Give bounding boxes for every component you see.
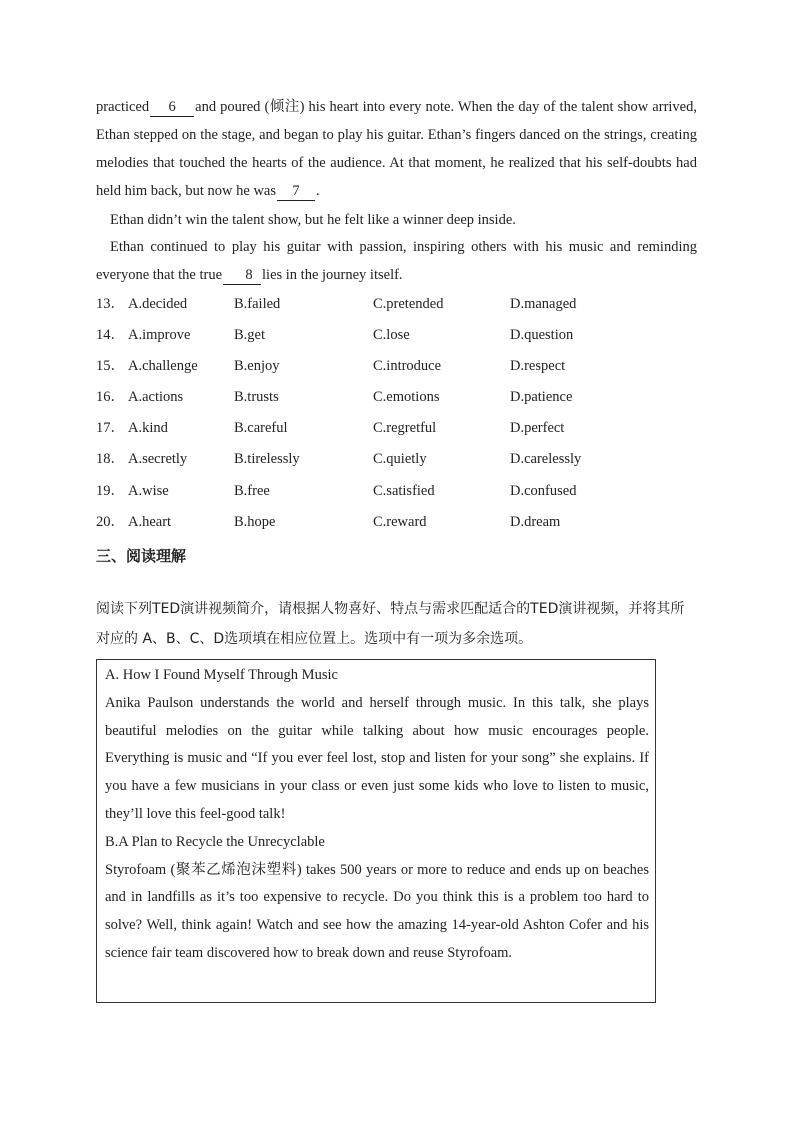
option-d: D.dream [510, 513, 561, 530]
question-number: 18． [96, 451, 125, 468]
question-number: 14． [96, 327, 125, 344]
question-row [96, 321, 697, 352]
talk-a-description: Anika Paulson understands the world and herself through music. In this talk, she plays beautiful melodies on the guitar while talking about how music encourages people. Everything is music and “If you ever feel lost, stop and listen for your song” she explains. If you have a few musicians in your class or even just some kids who love to listen to music, they’ll love this feel-good talk! [105, 694, 649, 822]
question-row [96, 508, 697, 539]
question-row [96, 290, 697, 321]
option-c: C.emotions [373, 389, 440, 406]
option-c: C.regretful [373, 420, 437, 437]
passage-text: and poured (倾注) his heart into every note. When the day of the talent show arrived, Ethan stepped on the stage, and began to play his guitar. Ethan’s fingers danced on the strings, creating melodies that touched the hearts of the audience. At that moment, he realized that his self-doubts had held him back, but now he was [96, 99, 697, 199]
section-instructions: 阅读下列TED演讲视频简介，请根据人物喜好、特点与需求匹配适合的TED演讲视频，并将其所对应的 A、B、C、D选项填在相应位置上。选项中有一项为多余选项。 [96, 601, 685, 647]
passage-text: . [316, 183, 320, 199]
question-number: 13． [96, 296, 125, 312]
question-number: 19． [96, 482, 125, 499]
option-d: D.managed [510, 296, 577, 312]
passage-paragraph-2: Ethan didn’t win the talent show, but he felt like a winner deep inside. [110, 212, 516, 228]
option-a: A.decided [128, 296, 188, 312]
option-d: D.perfect [510, 420, 565, 437]
option-b: B.trusts [234, 389, 279, 406]
answer-blank-8: 8 [223, 266, 261, 285]
question-number: 20． [96, 513, 125, 530]
ted-talks-content [105, 662, 649, 968]
option-b: B.hope [234, 513, 276, 530]
passage-paragraph-3 [96, 233, 697, 289]
option-b: B.careful [234, 420, 288, 437]
option-d: D.confused [510, 482, 577, 499]
option-b: B.enjoy [234, 358, 280, 375]
option-a: A.wise [128, 482, 169, 499]
option-c: C.quietly [373, 451, 427, 468]
passage-text: Ethan continued to play his guitar with passion, inspiring others with his music and reminding everyone that the true [96, 239, 697, 283]
option-a: A.improve [128, 327, 191, 344]
passage-text: practiced [96, 99, 150, 115]
section-heading: 三、阅读理解 [96, 547, 187, 565]
option-b: B.tirelessly [234, 451, 300, 468]
option-d: D.question [510, 327, 574, 344]
ted-talks-box [96, 659, 656, 1003]
answer-options-list [96, 290, 697, 539]
option-c: C.reward [373, 513, 427, 530]
talk-b-title: B.A Plan to Recycle the Unrecyclable [105, 833, 325, 850]
option-a: A.challenge [128, 358, 198, 375]
option-d: D.respect [510, 358, 566, 375]
talk-b-description: Styrofoam (聚苯乙烯泡沫塑料) takes 500 years or more to reduce and ends up on beaches and in landfills as it’s too expensive to recycle. Do you think this is a problem too hard to solve? Well, think again! Watch and see how the amazing 14-year-old Ashton Cofer and his science fair team discovered how to break down and reuse Styrofoam. [105, 861, 649, 961]
option-a: A.heart [128, 513, 172, 530]
option-b: B.free [234, 482, 270, 499]
option-c: C.pretended [373, 296, 444, 312]
question-number: 17． [96, 420, 125, 437]
option-d: D.carelessly [510, 451, 582, 468]
answer-blank-7: 7 [277, 182, 315, 201]
passage-paragraph-1 [96, 93, 697, 205]
option-b: B.failed [234, 296, 281, 312]
question-row [96, 352, 697, 383]
option-a: A.actions [128, 389, 184, 406]
question-number: 16． [96, 389, 125, 406]
option-c: C.lose [373, 327, 410, 344]
question-row [96, 414, 697, 445]
option-a: A.secretly [128, 451, 188, 468]
option-c: C.satisfied [373, 482, 435, 499]
question-row [96, 477, 697, 508]
talk-a-title: A. How I Found Myself Through Music [105, 667, 338, 683]
option-b: B.get [234, 327, 266, 344]
option-a: A.kind [128, 420, 168, 437]
question-number: 15． [96, 358, 125, 375]
passage-text: lies in the journey itself. [262, 267, 403, 283]
answer-blank-6: 6 [150, 98, 194, 117]
question-row [96, 383, 697, 414]
option-c: C.introduce [373, 358, 442, 375]
option-d: D.patience [510, 389, 573, 406]
question-row [96, 445, 697, 476]
